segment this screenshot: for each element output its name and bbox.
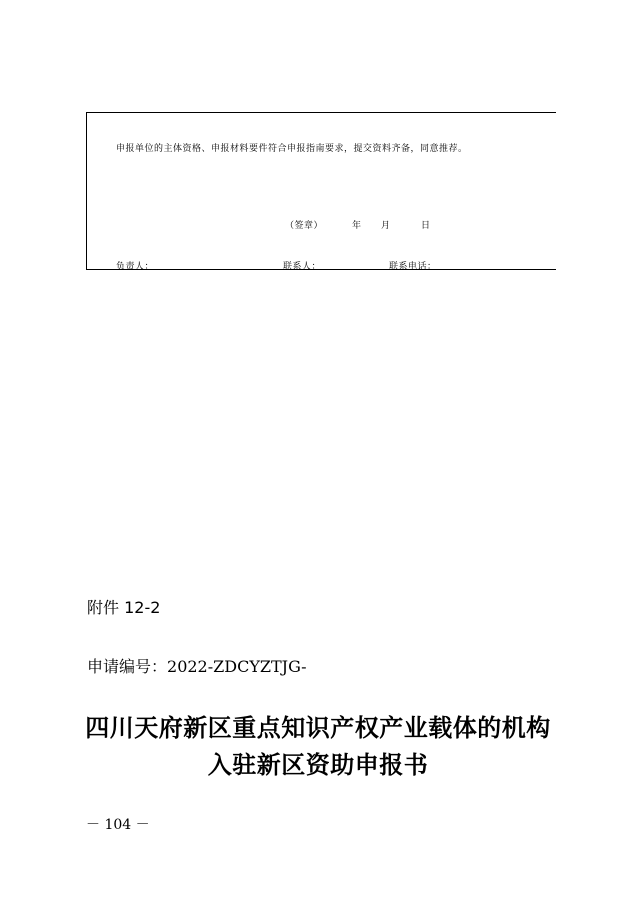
date-month-label: 月 xyxy=(381,221,391,231)
page-number: － 104 － xyxy=(86,817,150,833)
document-title-line-1: 四川天府新区重点知识产权产业载体的机构 xyxy=(85,713,551,742)
application-number xyxy=(87,654,307,677)
contact-person-label: 联系人： xyxy=(283,262,322,272)
seal-label: （签章） xyxy=(285,221,324,231)
contact-phone-label: 联系电话： xyxy=(389,262,437,272)
document-title-line-2: 入驻新区资助申报书 xyxy=(207,750,429,779)
date-day-label: 日 xyxy=(421,221,431,231)
approval-box xyxy=(86,112,556,270)
application-number-value: 2022-ZDCYZTJG- xyxy=(167,657,307,676)
responsible-person-label: 负责人： xyxy=(116,262,155,272)
attachment-label: 附件 12-2 xyxy=(87,598,161,617)
approval-statement: 申报单位的主体资格、申报材料要件符合申报指南要求，提交资料齐备，同意推荐。 xyxy=(116,144,468,154)
application-number-label: 申请编号： xyxy=(87,657,168,676)
date-year-label: 年 xyxy=(352,221,362,231)
